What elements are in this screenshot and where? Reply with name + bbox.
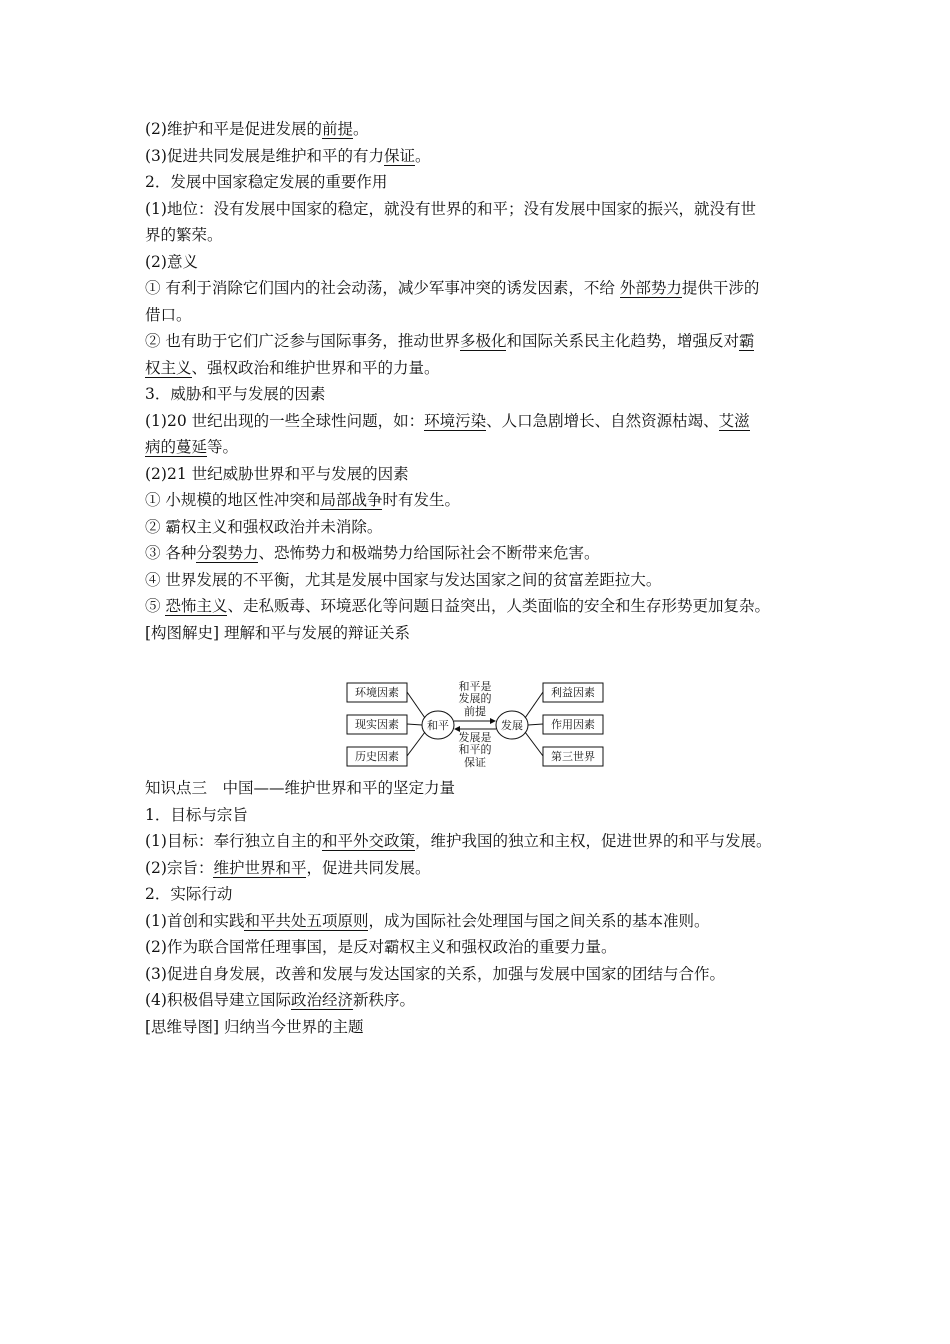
text-line [145, 802, 825, 829]
text-line [145, 620, 825, 647]
underlined-answer: 霸 [738, 332, 755, 350]
underlined-answer: 外部势力 [619, 279, 682, 297]
text-line [145, 355, 825, 382]
peace-development-diagram [345, 678, 607, 770]
text-run: (2)意义 [145, 252, 198, 271]
underlined-answer: 维护世界和平 [213, 858, 307, 877]
text-run: ，促进共同发展。 [306, 858, 431, 877]
text-run: ，成为国际社会处理国与国之间关系的基本准则。 [368, 911, 710, 930]
bottom-caption-1: 发展是 [458, 731, 492, 744]
text-run: (3)促进自身发展，改善和发展与发达国家的关系，加强与发展中国家的团结与合作。 [145, 964, 725, 983]
text-block-lower [145, 775, 825, 1040]
left-box-label-2: 现实因素 [355, 718, 399, 731]
diagram-svg [345, 678, 607, 770]
text-run: 时有发生。 [382, 491, 460, 509]
text-run: 。 [414, 146, 431, 165]
text-line [145, 302, 825, 329]
text-line [145, 196, 825, 223]
right-circle-label: 发展 [501, 719, 523, 732]
text-line [145, 908, 825, 935]
text-run: 2．实际行动 [145, 885, 233, 903]
arrow-right-icon [490, 718, 496, 724]
left-circle-label: 和平 [427, 719, 449, 732]
text-run: [思维导图] 归纳当今世界的主题 [145, 1017, 364, 1036]
text-run: 、人口急剧增长、自然资源枯竭、 [486, 411, 719, 430]
text-line [145, 222, 825, 249]
right-box-label-1: 利益因素 [551, 686, 595, 699]
text-run: [构图解史] 理解和平与发展的辩证关系 [145, 623, 411, 642]
left-box-label-3: 历史因素 [355, 750, 399, 763]
text-run: (1)首创和实践 [145, 911, 245, 930]
text-line [145, 1014, 825, 1041]
top-caption-1: 和平是 [458, 680, 492, 693]
text-line [145, 567, 825, 594]
underlined-answer: 多极化 [459, 332, 507, 350]
text-run: 。 [352, 120, 369, 138]
text-line [145, 275, 825, 302]
text-line [145, 593, 825, 620]
text-line [145, 828, 825, 855]
text-run: ② 霸权主义和强权政治并未消除。 [145, 517, 383, 536]
text-run: 知识点三 中国——维护世界和平的坚定力量 [145, 779, 456, 797]
underlined-answer: 分裂势力 [196, 544, 259, 562]
text-run: 、强权政治和维护世界和平的力量。 [191, 358, 440, 377]
text-run: (2)21 世纪威胁世界和平与发展的因素 [145, 464, 409, 483]
text-run: ④ 世界发展的不平衡，尤其是发展中国家与发达国家之间的贫富差距拉大。 [145, 570, 662, 589]
text-line [145, 249, 825, 276]
text-run: (3)促进共同发展是维护和平的有力 [145, 146, 384, 165]
text-line [145, 381, 825, 408]
underlined-answer: 和平共处五项原则 [244, 911, 369, 930]
text-line [145, 408, 825, 435]
bottom-caption-2: 和平的 [458, 743, 492, 756]
text-line [145, 461, 825, 488]
underlined-answer: 和平外交政策 [321, 832, 415, 850]
underlined-answer: 保证 [383, 146, 415, 165]
bottom-caption-3: 保证 [464, 756, 486, 769]
text-block-upper [145, 116, 825, 646]
text-line [145, 775, 825, 802]
text-run: ③ 各种 [145, 544, 197, 562]
text-run: (1)地位：没有发展中国家的稳定，就没有世界的和平；没有发展中国家的振兴，就没有世 [145, 199, 756, 218]
underlined-answer: 恐怖主义 [165, 597, 228, 615]
underlined-answer: 政治经济 [290, 991, 353, 1009]
text-line [145, 961, 825, 988]
text-run: 借口。 [145, 305, 192, 324]
text-line [145, 169, 825, 196]
text-line [145, 987, 825, 1014]
text-line [145, 855, 825, 882]
top-caption-3: 前提 [464, 705, 486, 718]
text-run: (4)积极倡导建立国际 [145, 991, 291, 1009]
text-run: (2)宗旨： [145, 858, 214, 877]
underlined-answer: 权主义 [145, 358, 192, 377]
text-line [145, 434, 825, 461]
text-run: 、走私贩毒、环境恶化等问题日益突出，人类面临的安全和生存形势更加复杂。 [227, 597, 770, 615]
text-run: ② 也有助于它们广泛参与国际事务，推动世界 [145, 332, 460, 350]
text-line [145, 116, 825, 143]
text-line [145, 487, 825, 514]
text-run: 等。 [207, 438, 239, 456]
underlined-answer: 局部战争 [320, 491, 383, 509]
text-line [145, 934, 825, 961]
underlined-answer: 艾滋 [718, 411, 750, 430]
text-run: 提供干涉的 [681, 279, 760, 297]
top-caption-2: 发展的 [458, 692, 492, 705]
text-run: ① 小规模的地区性冲突和 [145, 491, 321, 509]
text-run: ，维护我国的独立和主权，促进世界的和平与发展。 [414, 832, 772, 850]
text-run: 1．目标与宗旨 [145, 805, 248, 824]
text-line [145, 881, 825, 908]
text-run: 3．威胁和平与发展的因素 [145, 385, 326, 403]
text-line [145, 514, 825, 541]
text-run: (2)维护和平是促进发展的 [145, 120, 322, 138]
text-run: (1)目标：奉行独立自主的 [145, 832, 322, 850]
text-run: 界的繁荣。 [145, 226, 223, 244]
left-box-label-1: 环境因素 [355, 686, 399, 699]
text-line [145, 328, 825, 355]
underlined-answer: 病的蔓延 [145, 438, 208, 456]
text-run: 新秩序。 [352, 991, 415, 1009]
text-run: 、恐怖势力和极端势力给国际社会不断带来危害。 [258, 544, 600, 562]
text-run: (2)作为联合国常任理事国，是反对霸权主义和强权政治的重要力量。 [145, 938, 617, 956]
text-run: ① 有利于消除它们国内的社会动荡，减少军事冲突的诱发因素，不给 [145, 279, 620, 297]
right-box-label-3: 第三世界 [551, 750, 595, 763]
text-run: ⑤ [145, 597, 166, 615]
text-run: 2．发展中国家稳定发展的重要作用 [145, 173, 388, 191]
text-run: 和国际关系民主化趋势，增强反对 [506, 332, 739, 350]
text-line [145, 540, 825, 567]
text-line [145, 143, 825, 170]
underlined-answer: 环境污染 [424, 411, 487, 430]
right-box-label-2: 作用因素 [551, 718, 595, 731]
text-run: (1)20 世纪出现的一些全球性问题，如： [145, 411, 425, 430]
underlined-answer: 前提 [321, 120, 353, 138]
